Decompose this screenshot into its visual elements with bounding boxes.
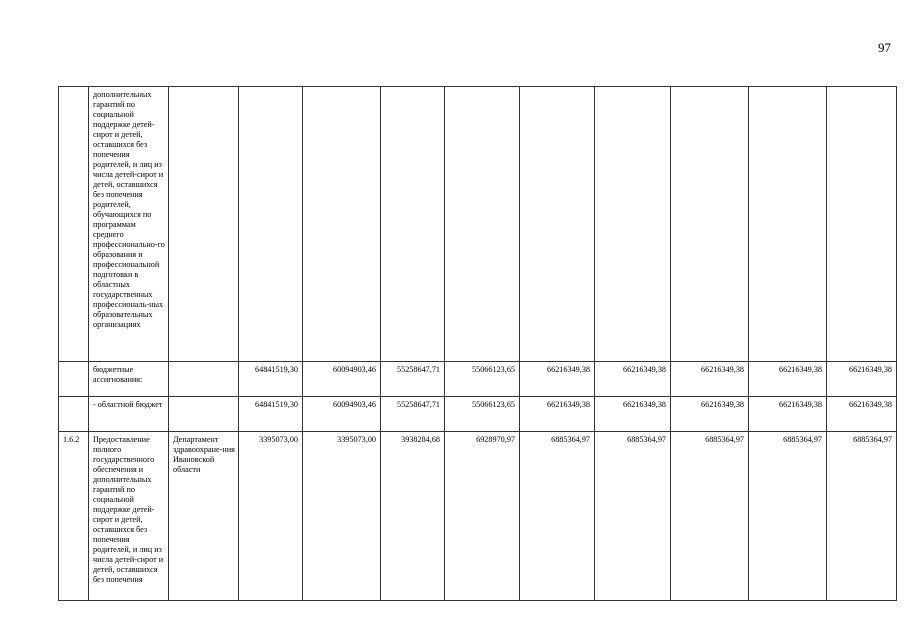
- value-cell: 66216349,38: [749, 397, 827, 432]
- value-cell: 66216349,38: [595, 362, 671, 397]
- row-id-cell: [59, 397, 89, 432]
- value-cell: 6885364,97: [827, 432, 897, 601]
- value-cell: [749, 87, 827, 362]
- row-executor-cell: Департамент здравоохране-ния Ивановской области: [169, 432, 239, 601]
- value-cell: [381, 87, 445, 362]
- row-executor-cell: [169, 397, 239, 432]
- value-cell: [303, 87, 381, 362]
- value-cell: 3938284,68: [381, 432, 445, 601]
- row-executor-cell: [169, 362, 239, 397]
- value-cell: [595, 87, 671, 362]
- table-row: [59, 87, 897, 362]
- value-cell: 66216349,38: [827, 397, 897, 432]
- value-cell: 66216349,38: [749, 362, 827, 397]
- value-cell: 66216349,38: [671, 362, 749, 397]
- value-cell: 6885364,97: [749, 432, 827, 601]
- value-cell: 66216349,38: [671, 397, 749, 432]
- value-cell: 55066123,65: [445, 397, 520, 432]
- table-row: [59, 432, 897, 601]
- value-cell: 3395073,00: [239, 432, 303, 601]
- page-number: 97: [878, 40, 891, 55]
- value-cell: 66216349,38: [520, 397, 595, 432]
- value-cell: 3395073,00: [303, 432, 381, 601]
- value-cell: 6928970,97: [445, 432, 520, 601]
- value-cell: 60094903,46: [303, 397, 381, 432]
- value-cell: 66216349,38: [595, 397, 671, 432]
- row-description-cell: - областной бюджет: [89, 397, 169, 432]
- value-cell: 55258647,71: [381, 362, 445, 397]
- value-cell: [239, 87, 303, 362]
- value-cell: 6885364,97: [520, 432, 595, 601]
- table-row: [59, 362, 897, 397]
- row-description-cell: бюджетные ассигнования:: [89, 362, 169, 397]
- value-cell: 66216349,38: [520, 362, 595, 397]
- value-cell: 66216349,38: [827, 362, 897, 397]
- row-id-cell: [59, 87, 89, 362]
- row-executor-cell: [169, 87, 239, 362]
- value-cell: 6885364,97: [595, 432, 671, 601]
- value-cell: 6885364,97: [671, 432, 749, 601]
- row-description-cell: Предоставление полного государственного обеспечения и дополнительных гарантий по социальной поддержке детей-сирот и детей, оставшихся без попечения родителей, и лиц из числа детей-сирот и детей, оставшихся без попечения: [89, 432, 169, 601]
- value-cell: 55258647,71: [381, 397, 445, 432]
- budget-table: [58, 86, 897, 601]
- row-description-cell: дополнительных гарантий по социальной поддержке детей-сирот и детей, оставшихся без попечения родителей, и лиц из числа детей-сирот и детей, оставшихся без попечения родителей, обучающихся по программам среднего профессионально-го образования и профессиональной подготовки в областных государственных профессиональ-ных образовательных организациях: [89, 87, 169, 362]
- value-cell: 55066123,65: [445, 362, 520, 397]
- table-row: [59, 397, 897, 432]
- value-cell: [671, 87, 749, 362]
- value-cell: [827, 87, 897, 362]
- value-cell: 64841519,30: [239, 362, 303, 397]
- row-id-cell: 1.6.2: [59, 432, 89, 601]
- row-id-cell: [59, 362, 89, 397]
- value-cell: [445, 87, 520, 362]
- value-cell: 60094903,46: [303, 362, 381, 397]
- value-cell: 64841519,30: [239, 397, 303, 432]
- value-cell: [520, 87, 595, 362]
